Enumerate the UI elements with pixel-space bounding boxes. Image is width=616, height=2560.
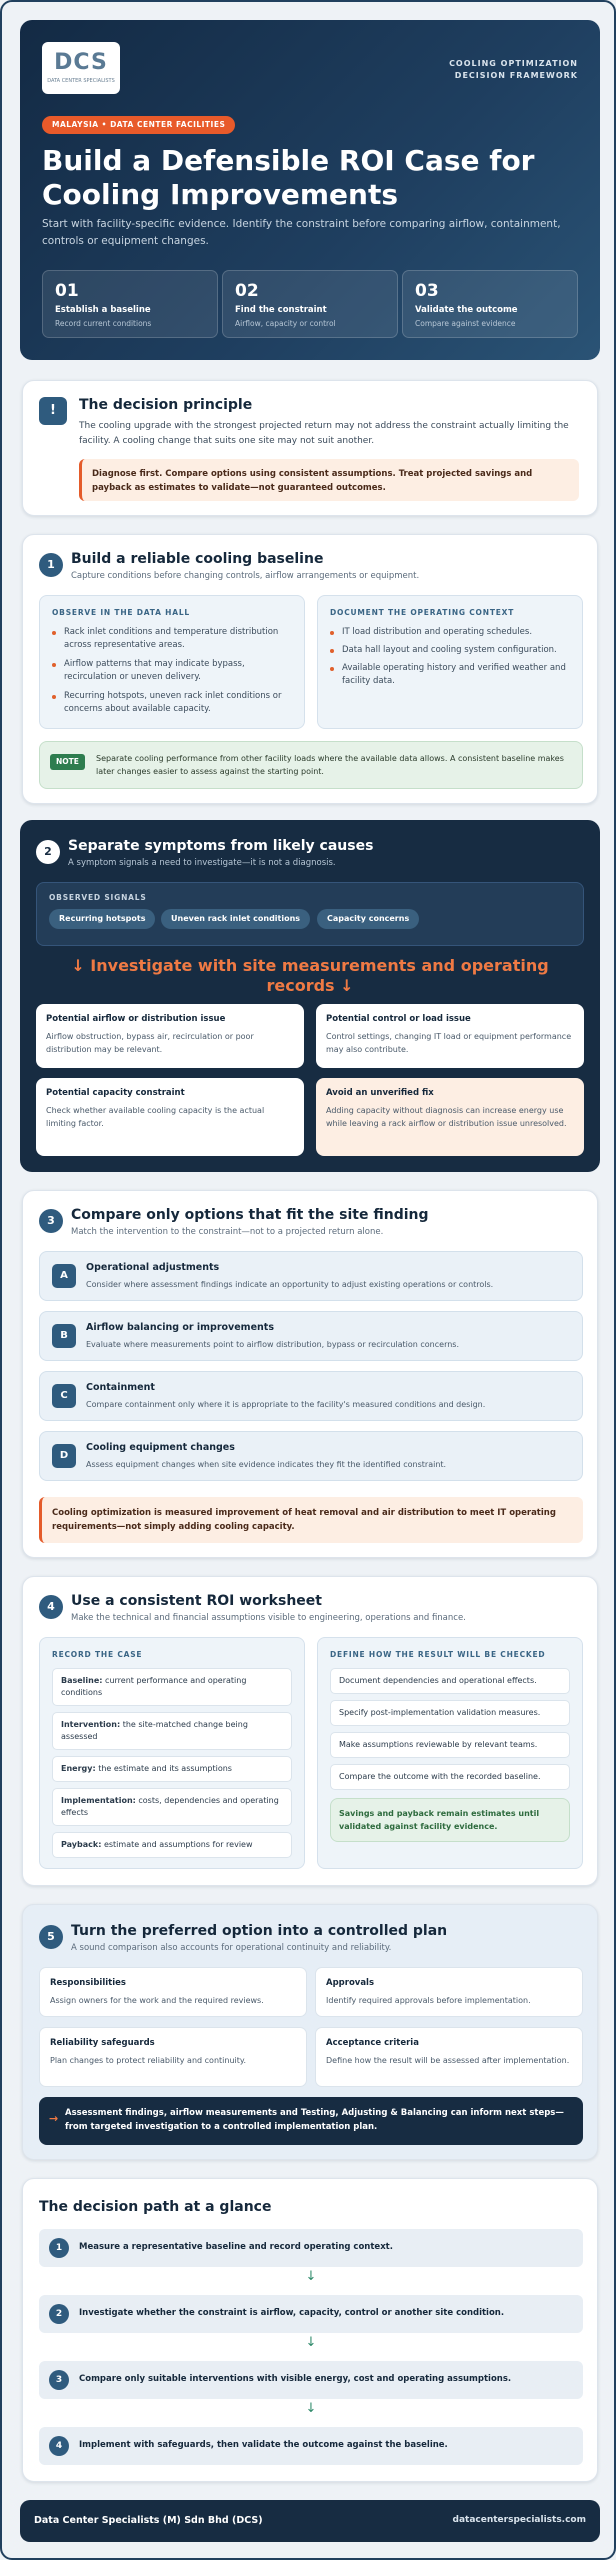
path-step: 3 Compare only suitable interventions with visible energy, cost and operating assumptions. [39, 2361, 583, 2399]
plan-card: Reliability safeguards Plan changes to protect reliability and continuity. [39, 2027, 307, 2087]
hero-step: 03 Validate the outcome Compare against evidence [402, 270, 578, 338]
cause-card: Potential control or load issue Control settings, changing IT load or equipment performance may also contribute. [316, 1004, 584, 1068]
worksheet-row: Payback: estimate and assumptions for review [52, 1832, 292, 1858]
alert-icon: ! [39, 397, 67, 425]
document-panel: DOCUMENT THE OPERATING CONTEXT IT load distribution and operating schedules. Data hall layout and cooling system configuration. Available operating history and verified weather and facility data. [317, 595, 583, 729]
dcs-logo: DCS DATA CENTER SPECIALISTS [42, 42, 120, 94]
plan-card: Responsibilities Assign owners for the work and the required reviews. [39, 1967, 307, 2017]
section-title: The decision path at a glance [39, 2199, 272, 2215]
next-steps-banner: → Assessment findings, airflow measurements and Testing, Adjusting & Balancing can inform next steps—from targeted investigation to a controlled implementation plan. [39, 2097, 583, 2145]
footer [20, 2500, 600, 2542]
arrow-down-icon: ↓ [305, 2401, 317, 2416]
option-d: D Cooling equipment changes Assess equipment changes when site evidence indicates they fit the identified constraint. [39, 1431, 583, 1481]
arrow-down-icon: ↓ [305, 2335, 317, 2350]
plan-card: Acceptance criteria Define how the result will be assessed after implementation. [315, 2027, 583, 2087]
section-roi-worksheet: 4 Use a consistent ROI worksheet Make the technical and financial assumptions visible to engineering, operations and finance. RECORD THE CASE Baseline: current performance and operating conditions Intervention: the site-matched change being assessed Energy: the estimate and its assumptions Implementation: costs, dependencies and operating effects Payback: estimate and assumptions for review DEFINE HOW THE RESULT WILL BE CHECKED Document dependencies and operational effects. Specify post-implementation validation measures. Make assumptions reviewable by relevant teams. Compare the outcome with the recorded baseline. Savings and payback remain estimates until validated against facility evidence. [22, 1576, 598, 1886]
record-panel: RECORD THE CASE Baseline: current performance and operating conditions Intervention: the site-matched change being assessed Energy: the estimate and its assumptions Implementation: costs, dependencies and operating effects Payback: estimate and assumptions for review [39, 1637, 305, 1869]
signal-chip: Recurring hotspots [49, 909, 155, 929]
section-symptoms: 2 Separate symptoms from likely causes A symptom signals a need to investigate—it is not a diagnosis. OBSERVED SIGNALS Recurring hotspots Uneven rack inlet conditions Capacity concerns ↓ Investigate with site measurements and operating records ↓ Potential airflow or distribution issue Airflow obstruction, bypass air, recirculation or poor distribution may be relevant. Potential control or load issue Control settings, changing IT load or equipment performance may also contribute. Potential capacity constraint Check whether available cooling capacity is the actual limiting factor. Avoid an unverified fix Adding capacity without diagnosis can increase energy use while leaving a rack airflow or distribution issue unresolved. [20, 820, 600, 1172]
decision-path-card [22, 2178, 598, 2482]
cause-card: Potential airflow or distribution issue Airflow obstruction, bypass air, recirculation or poor distribution may be relevant. [36, 1004, 304, 1068]
note-box: NOTE Separate cooling performance from other facility loads where the available data allows. A consistent baseline makes later changes easier to assess against the starting point. [39, 741, 583, 789]
signal-chip: Capacity concerns [317, 909, 419, 929]
signal-chip: Uneven rack inlet conditions [161, 909, 310, 929]
section-title: Use a consistent ROI worksheet [71, 1593, 322, 1609]
region-pill: MALAYSIA • DATA CENTER FACILITIES [42, 116, 235, 134]
footer-website-link[interactable]: datacenterspecialists.com [452, 2515, 586, 2525]
section-options: 3 Compare only options that fit the site finding Match the intervention to the constraint—not to a projected return alone. A Operational adjustments Consider where assessment findings indicate an opportunity to adjust existing operations or controls. B Airflow balancing or improvements Evaluate where measurements point to airflow distribution, bypass or recirculation concerns. C Containment Compare containment only where it is appropriate to the facility's measured conditions and design. D Cooling equipment changes Assess equipment changes when site evidence indicates they fit the identified constraint. Cooling optimization is measured improvement of heat removal and air distribution to meet IT operating requirements—not simply adding cooling capacity. [22, 1190, 598, 1558]
footer-company: Data Center Specialists (M) Sdn Bhd (DCS) [34, 2515, 263, 2526]
path-step: 1 Measure a representative baseline and record operating context. [39, 2229, 583, 2267]
option-b: B Airflow balancing or improvements Evaluate where measurements point to airflow distribution, bypass or recirculation concerns. [39, 1311, 583, 1361]
check-row: Make assumptions reviewable by relevant teams. [330, 1732, 570, 1758]
section-title: Separate symptoms from likely causes [68, 838, 374, 854]
hero-banner [20, 20, 600, 360]
worksheet-row: Baseline: current performance and operating conditions [52, 1668, 292, 1706]
section-title: The decision principle [79, 397, 253, 413]
estimate-note: Savings and payback remain estimates until validated against facility evidence. [330, 1798, 570, 1842]
observe-panel: OBSERVE IN THE DATA HALL Rack inlet conditions and temperature distribution across representative areas. Airflow patterns that may indicate bypass, recirculation or uneven delivery. Recurring hotspots, uneven rack inlet conditions or concerns about available capacity. [39, 595, 305, 729]
avoid-card: Avoid an unverified fix Adding capacity without diagnosis can increase energy use while leaving a rack airflow or distribution issue unresolved. [316, 1078, 584, 1156]
arrow-down-icon: ↓ [305, 2269, 317, 2284]
signals-panel: OBSERVED SIGNALS Recurring hotspots Uneven rack inlet conditions Capacity concerns [36, 882, 584, 946]
hero-step: 01 Establish a baseline Record current conditions [42, 270, 218, 338]
option-c: C Containment Compare containment only where it is appropriate to the facility's measured conditions and design. [39, 1371, 583, 1421]
cause-card: Potential capacity constraint Check whether available cooling capacity is the actual limiting factor. [36, 1078, 304, 1156]
section-title: Compare only options that fit the site finding [71, 1207, 429, 1223]
worksheet-row: Intervention: the site-matched change being assessed [52, 1712, 292, 1750]
worksheet-row: Energy: the estimate and its assumptions [52, 1756, 292, 1782]
option-a: A Operational adjustments Consider where assessment findings indicate an opportunity to adjust existing operations or controls. [39, 1251, 583, 1301]
check-row: Compare the outcome with the recorded baseline. [330, 1764, 570, 1790]
definition-callout: Cooling optimization is measured improvement of heat removal and air distribution to meet IT operating requirements—not simply adding cooling capacity. [39, 1497, 583, 1543]
check-row: Specify post-implementation validation measures. [330, 1700, 570, 1726]
note-tag: NOTE [50, 754, 85, 770]
principle-callout: Diagnose first. Compare options using consistent assumptions. Treat projected savings and payback as estimates to validate—not guaranteed outcomes. [79, 459, 579, 501]
decision-principle-card: ! The decision principle The cooling upgrade with the strongest projected return may not address the constraint actually limiting the facility. A cooling change that suits one site may not suit another. Diagnose first. Compare options using consistent assumptions. Treat projected savings and payback as estimates to validate—not guaranteed outcomes. [22, 380, 598, 516]
hero-step: 02 Find the constraint Airflow, capacity or control [222, 270, 398, 338]
section-title: Turn the preferred option into a controlled plan [71, 1923, 448, 1939]
framework-label: COOLING OPTIMIZATION DECISION FRAMEWORK [449, 59, 578, 80]
section-title: Build a reliable cooling baseline [71, 551, 324, 567]
arrow-right-icon: → [49, 2112, 59, 2125]
page-title: Build a Defensible ROI Case for Cooling Improvements [42, 144, 535, 211]
plan-card: Approvals Identify required approvals before implementation. [315, 1967, 583, 2017]
check-row: Document dependencies and operational effects. [330, 1668, 570, 1694]
page-lede: Start with facility-specific evidence. Identify the constraint before comparing airflow, containment, controls or equipment changes. [42, 218, 561, 247]
section-baseline: 1 Build a reliable cooling baseline Capture conditions before changing controls, airflow arrangements or equipment. OBSERVE IN THE DATA HALL Rack inlet conditions and temperature distribution across representative areas. Airflow patterns that may indicate bypass, recirculation or uneven delivery. Recurring hotspots, uneven rack inlet conditions or concerns about available capacity. DOCUMENT THE OPERATING CONTEXT IT load distribution and operating schedules. Data hall layout and cooling system configuration. Available operating history and verified weather and facility data. NOTE Separate cooling performance from other facility loads where the available data allows. A consistent baseline makes later changes easier to assess against the starting point. [22, 534, 598, 804]
worksheet-row: Implementation: costs, dependencies and operating effects [52, 1788, 292, 1826]
path-step: 4 Implement with safeguards, then validate the outcome against the baseline. [39, 2427, 583, 2465]
section-controlled-plan: 5 Turn the preferred option into a controlled plan A sound comparison also accounts for operational continuity and reliability. Responsibilities Assign owners for the work and the required reviews. Approvals Identify required approvals before implementation. Reliability safeguards Plan changes to protect reliability and continuity. Acceptance criteria Define how the result will be assessed after implementation. → Assessment findings, airflow measurements and Testing, Adjusting & Balancing can inform next steps—from targeted investigation to a controlled implementation plan. [22, 1904, 598, 2160]
investigate-callout: ↓ Investigate with site measurements and operating records ↓ [71, 956, 549, 995]
check-panel: DEFINE HOW THE RESULT WILL BE CHECKED Document dependencies and operational effects. Specify post-implementation validation measures. Make assumptions reviewable by relevant teams. Compare the outcome with the recorded baseline. Savings and payback remain estimates until validated against facility evidence. [317, 1637, 583, 1869]
path-step: 2 Investigate whether the constraint is airflow, capacity, control or another site condition. [39, 2295, 583, 2333]
